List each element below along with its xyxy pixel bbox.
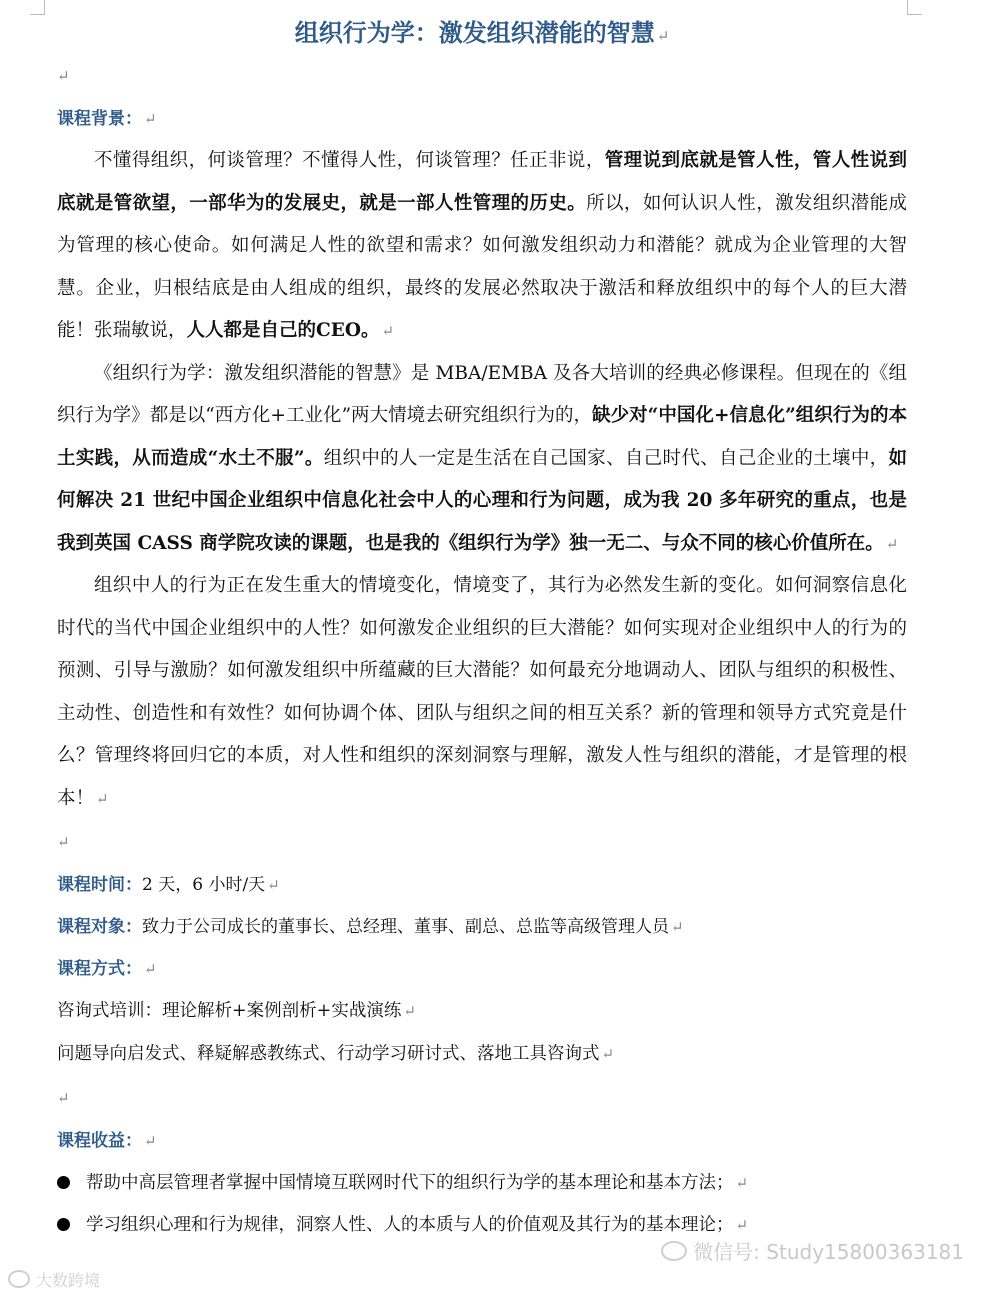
bullet-icon: [57, 1176, 70, 1189]
heading-text: 课程方式：: [57, 959, 142, 979]
method-text: 咨询式培训：理论解析+案例剖析+实战演练: [57, 1001, 402, 1021]
paragraph-mark: ↵: [57, 833, 70, 851]
paragraph-mark: ↵: [96, 789, 109, 808]
benefit-item: [57, 1162, 907, 1204]
weibo-watermark: [8, 1268, 100, 1291]
paragraph-mark: ↵: [671, 918, 684, 936]
heading-text: 课程背景：: [57, 109, 142, 129]
paragraph-mark: ↵: [57, 67, 70, 85]
heading-text: 课程收益：: [57, 1131, 142, 1151]
paragraph-mark: ↵: [267, 876, 280, 894]
paragraph-mark: ↵: [735, 1216, 749, 1234]
paragraph-mark: ↵: [144, 110, 157, 128]
watermark-text: 大数跨境: [36, 1271, 101, 1290]
text-run: 不懂得组织，何谈管理？不懂得人性，何谈管理？任正非说，: [94, 150, 605, 171]
background-heading: [57, 98, 907, 140]
text-run: 组织中的人一定是生活在自己国家、自己时代、自己企业的土壤中，: [323, 447, 889, 469]
paragraph-mark: ↵: [381, 322, 395, 340]
background-paragraph-2: [57, 353, 907, 566]
heading-text: 课程时间：: [57, 875, 142, 895]
wechat-watermark: [661, 1236, 964, 1265]
empty-paragraph: [57, 54, 907, 98]
course-method-line-2: [57, 1033, 907, 1076]
heading-text: 课程对象：: [57, 917, 142, 937]
text-run: 《组织行为学：激发组织潜能的智慧》是 MBA/EMBA 及各大培训的经典必修课程。但现在的《组织行为学》都是以“西方化+工业化”两大情境去研究组织行为的，: [57, 362, 907, 426]
empty-paragraph: [57, 820, 907, 864]
course-audience-line: [57, 906, 907, 948]
watermark-text: 微信号: Study15800363181: [693, 1240, 964, 1264]
paragraph-mark: ↵: [403, 1002, 416, 1020]
document-page: [57, 12, 907, 1246]
bold-text-run: 如何解决 21 世纪中国企业组织中信息化社会中人的心理和行为问题，成为我 20 多年研究的重点，也是我到英国 CASS 商学院攻读的课题，也是我的《组织行为学》独一无二、与众不同的核心价值所在。: [57, 447, 907, 554]
page-corner-mark: [30, 0, 45, 15]
paragraph-mark: ↵: [885, 534, 899, 553]
text-run: 组织中人的行为正在发生重大的情境变化，情境变了，其行为必然发生新的变化。如何洞察信息化时代的当代中国企业组织中的人性？如何激发企业组织的巨大潜能？如何实现对企业组织中人的行为的预测、引导与激励？如何激发组织中所蕴藏的巨大潜能？如何最充分地调动人、团队与组织的积极性、主动性、创造性和有效性？如何协调个体、团队与组织之间的相互关系？新的管理和领导方式究竟是什么？管理终将回归它的本质，对人性和组织的深刻洞察与理解，激发人性与组织的潜能，才是管理的根本！: [57, 575, 907, 809]
wechat-icon: [661, 1241, 687, 1261]
bold-text-run: 管理说到底就是管人性，管人性说到底就是管欲望，一部华为的发展史，就是一部人性管理的历史。: [57, 150, 907, 214]
bold-text-run: 缺少对“中国化+信息化”组织行为的本土实践，从而造成“水土不服”。: [57, 405, 907, 469]
weibo-icon: [8, 1270, 30, 1288]
page-corner-mark: [907, 0, 922, 15]
course-method-line-1: [57, 990, 907, 1033]
empty-paragraph: [57, 1076, 907, 1120]
title-text: 组织行为学：激发组织潜能的智慧: [294, 18, 655, 47]
text-run: 所以，如何认识人性，激发组织潜能成为管理的核心使命。如何满足人性的欲望和需求？如何激发组织动力和潜能？就成为企业管理的大智慧。企业，归根结底是由人组成的组织，最终的发展必然取决于激活和释放组织中的每个人的巨大潜能！张瑞敏说，: [57, 192, 907, 341]
paragraph-mark: ↵: [656, 27, 670, 45]
course-audience-value: 致力于公司成长的董事长、总经理、董事、副总、总监等高级管理人员: [142, 917, 669, 937]
paragraph-mark: ↵: [144, 960, 157, 978]
method-text: 问题导向启发式、释疑解惑教练式、行动学习研讨式、落地工具咨询式: [57, 1044, 600, 1064]
paragraph-mark: ↵: [601, 1045, 615, 1063]
course-time-line: [57, 864, 907, 906]
paragraph-mark: ↵: [144, 1132, 157, 1150]
paragraph-mark: ↵: [57, 1089, 70, 1107]
background-paragraph-1: [57, 140, 907, 353]
course-time-value: 2 天，6 小时/天: [142, 875, 266, 895]
benefits-heading: [57, 1120, 907, 1162]
benefit-text: 学习组织心理和行为规律，洞察人性、人的本质与人的价值观及其行为的基本理论；: [86, 1215, 734, 1235]
course-method-heading: [57, 948, 907, 990]
paragraph-mark: ↵: [735, 1174, 749, 1192]
benefit-text: 帮助中高层管理者掌握中国情境互联网时代下的组织行为学的基本理论和基本方法；: [86, 1173, 734, 1193]
document-title: [57, 12, 907, 54]
bold-text-run: 人人都是自己的CEO。: [186, 320, 380, 341]
bullet-icon: [57, 1218, 70, 1231]
background-paragraph-3: [57, 565, 907, 820]
